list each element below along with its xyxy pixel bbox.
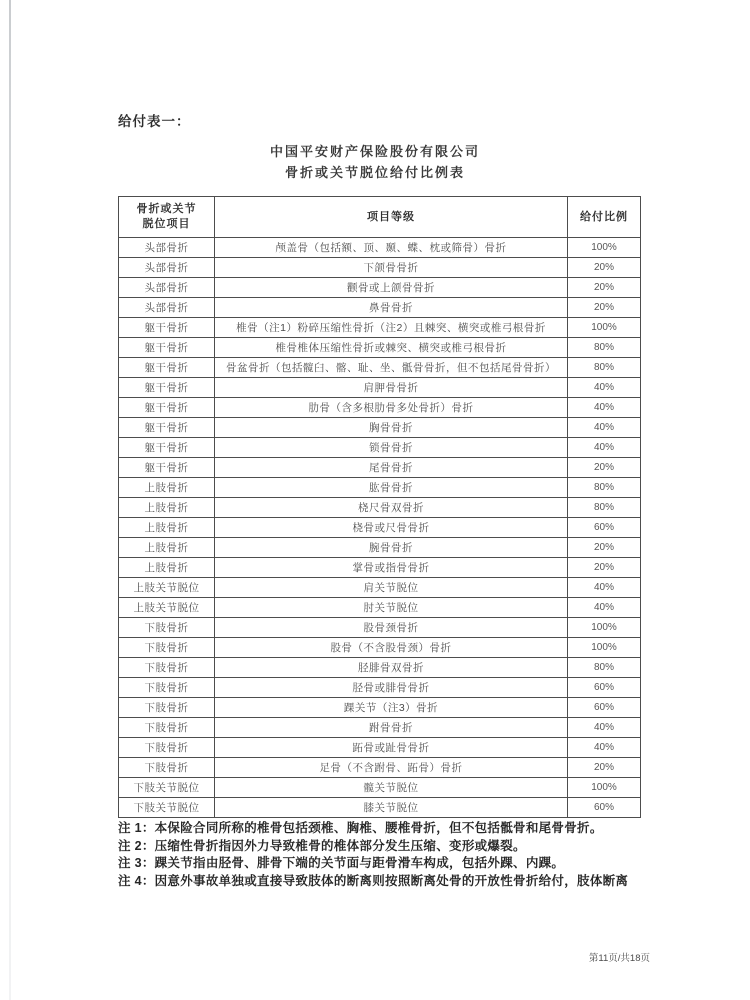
category-cell: 躯干骨折 <box>119 458 215 478</box>
category-cell: 下肢关节脱位 <box>119 798 215 818</box>
category-cell: 下肢骨折 <box>119 718 215 738</box>
table-row <box>119 298 641 318</box>
ratio-cell: 20% <box>568 258 641 278</box>
category-cell: 下肢关节脱位 <box>119 778 215 798</box>
ratio-cell: 40% <box>568 718 641 738</box>
category-cell: 上肢骨折 <box>119 518 215 538</box>
category-cell: 躯干骨折 <box>119 438 215 458</box>
table-row <box>119 698 641 718</box>
ratio-cell: 80% <box>568 498 641 518</box>
header-payout-ratio: 给付比例 <box>568 197 641 238</box>
category-cell: 下肢骨折 <box>119 618 215 638</box>
ratio-cell: 60% <box>568 798 641 818</box>
ratio-cell: 20% <box>568 278 641 298</box>
item-cell: 尾骨骨折 <box>215 458 568 478</box>
ratio-cell: 80% <box>568 358 641 378</box>
ratio-cell: 100% <box>568 318 641 338</box>
table-header-row <box>119 197 641 238</box>
ratio-cell: 100% <box>568 238 641 258</box>
table-row <box>119 278 641 298</box>
ratio-cell: 100% <box>568 638 641 658</box>
item-cell: 下颌骨骨折 <box>215 258 568 278</box>
category-cell: 上肢骨折 <box>119 538 215 558</box>
item-cell: 踝关节（注3）骨折 <box>215 698 568 718</box>
ratio-cell: 40% <box>568 738 641 758</box>
note-line: 注 3：踝关节指由胫骨、腓骨下端的关节面与距骨滑车构成，包括外踝、内踝。 <box>118 856 565 870</box>
item-cell: 鼻骨骨折 <box>215 298 568 318</box>
category-cell: 躯干骨折 <box>119 418 215 438</box>
item-cell: 膝关节脱位 <box>215 798 568 818</box>
table-row <box>119 778 641 798</box>
ratio-cell: 20% <box>568 298 641 318</box>
category-cell: 头部骨折 <box>119 278 215 298</box>
table-row <box>119 718 641 738</box>
ratio-cell: 40% <box>568 418 641 438</box>
table-row <box>119 678 641 698</box>
table-row <box>119 318 641 338</box>
table-row <box>119 418 641 438</box>
category-cell: 下肢骨折 <box>119 698 215 718</box>
category-cell: 躯干骨折 <box>119 378 215 398</box>
table-row <box>119 538 641 558</box>
item-cell: 肩关节脱位 <box>215 578 568 598</box>
category-cell: 下肢骨折 <box>119 738 215 758</box>
category-cell: 上肢骨折 <box>119 478 215 498</box>
ratio-cell: 60% <box>568 698 641 718</box>
category-cell: 躯干骨折 <box>119 318 215 338</box>
note-line: 注 4：因意外事故单独或直接导致肢体的断离则按照断离处骨的开放性骨折给付，肢体断离 <box>118 873 629 888</box>
item-cell: 桡尺骨双骨折 <box>215 498 568 518</box>
ratio-cell: 80% <box>568 338 641 358</box>
table-row <box>119 558 641 578</box>
note-line: 注 2：压缩性骨折指因外力导致椎骨的椎体部分发生压缩、变形或爆裂。 <box>118 838 526 853</box>
item-cell: 颅盖骨（包括额、顶、颞、蝶、枕或筛骨）骨折 <box>215 238 568 258</box>
page-number: 第11页/共18页 <box>588 953 650 964</box>
ratio-cell: 20% <box>568 758 641 778</box>
table-row <box>119 618 641 638</box>
item-cell: 骨盆骨折（包括髋臼、髂、耻、坐、骶骨骨折，但不包括尾骨骨折） <box>215 358 568 378</box>
item-cell: 股骨（不含股骨颈）骨折 <box>215 638 568 658</box>
category-cell: 上肢骨折 <box>119 498 215 518</box>
table-row <box>119 458 641 478</box>
table-row <box>119 518 641 538</box>
item-cell: 胸骨骨折 <box>215 418 568 438</box>
table-row <box>119 598 641 618</box>
item-cell: 肋骨（含多根肋骨多处骨折）骨折 <box>215 398 568 418</box>
table-row <box>119 798 641 818</box>
table-row <box>119 398 641 418</box>
table-row <box>119 638 641 658</box>
item-cell: 锁骨骨折 <box>215 438 568 458</box>
ratio-cell: 20% <box>568 538 641 558</box>
header-category-line1: 骨折或关节 <box>136 203 197 215</box>
item-cell: 胫骨或腓骨骨折 <box>215 678 568 698</box>
table-row <box>119 738 641 758</box>
category-cell: 下肢骨折 <box>119 638 215 658</box>
ratio-cell: 40% <box>568 378 641 398</box>
table-row <box>119 378 641 398</box>
item-cell: 掌骨或指骨骨折 <box>215 558 568 578</box>
ratio-cell: 20% <box>568 458 641 478</box>
ratio-cell: 60% <box>568 678 641 698</box>
table-row <box>119 478 641 498</box>
item-cell: 跗骨骨折 <box>215 718 568 738</box>
category-cell: 下肢骨折 <box>119 658 215 678</box>
item-cell: 肱骨骨折 <box>215 478 568 498</box>
category-cell: 躯干骨折 <box>119 398 215 418</box>
category-cell: 上肢关节脱位 <box>119 578 215 598</box>
table-row <box>119 358 641 378</box>
item-cell: 髋关节脱位 <box>215 778 568 798</box>
item-cell: 颧骨或上颌骨骨折 <box>215 278 568 298</box>
note-line: 注 1：本保险合同所称的椎骨包括颈椎、胸椎、腰椎骨折，但不包括骶骨和尾骨骨折。 <box>118 821 603 835</box>
payout-ratio-table <box>118 196 641 818</box>
item-cell: 胫腓骨双骨折 <box>215 658 568 678</box>
item-cell: 椎骨（注1）粉碎压缩性骨折（注2）且棘突、横突或椎弓根骨折 <box>215 318 568 338</box>
ratio-cell: 80% <box>568 658 641 678</box>
header-item-grade: 项目等级 <box>215 197 568 238</box>
table-row <box>119 578 641 598</box>
ratio-cell: 80% <box>568 478 641 498</box>
table-row <box>119 338 641 358</box>
category-cell: 上肢关节脱位 <box>119 598 215 618</box>
ratio-cell: 40% <box>568 598 641 618</box>
table-row <box>119 498 641 518</box>
ratio-cell: 60% <box>568 518 641 538</box>
category-cell: 头部骨折 <box>119 238 215 258</box>
ratio-cell: 100% <box>568 778 641 798</box>
item-cell: 肩胛骨骨折 <box>215 378 568 398</box>
header-category-line2: 脱位项目 <box>142 218 191 230</box>
item-cell: 股骨颈骨折 <box>215 618 568 638</box>
table-title: 骨折或关节脱位给付比例表 <box>284 165 465 180</box>
company-name: 中国平安财产保险股份有限公司 <box>269 144 480 159</box>
category-cell: 上肢骨折 <box>119 558 215 578</box>
item-cell: 足骨（不含跗骨、跖骨）骨折 <box>215 758 568 778</box>
item-cell: 椎骨椎体压缩性骨折或棘突、横突或椎弓根骨折 <box>215 338 568 358</box>
table-row <box>119 258 641 278</box>
ratio-cell: 40% <box>568 398 641 418</box>
table-row <box>119 658 641 678</box>
header-category <box>119 197 215 238</box>
ratio-cell: 40% <box>568 578 641 598</box>
table-row <box>119 438 641 458</box>
ratio-cell: 20% <box>568 558 641 578</box>
category-cell: 头部骨折 <box>119 298 215 318</box>
category-cell: 躯干骨折 <box>119 338 215 358</box>
notes-block <box>118 820 643 890</box>
category-cell: 躯干骨折 <box>119 358 215 378</box>
ratio-cell: 40% <box>568 438 641 458</box>
item-cell: 腕骨骨折 <box>215 538 568 558</box>
item-cell: 肘关节脱位 <box>215 598 568 618</box>
item-cell: 跖骨或趾骨骨折 <box>215 738 568 758</box>
category-cell: 下肢骨折 <box>119 678 215 698</box>
table-row <box>119 238 641 258</box>
category-cell: 下肢骨折 <box>119 758 215 778</box>
ratio-cell: 100% <box>568 618 641 638</box>
category-cell: 头部骨折 <box>119 258 215 278</box>
item-cell: 桡骨或尺骨骨折 <box>215 518 568 538</box>
table-label: 给付表一： <box>118 114 191 129</box>
table-row <box>119 758 641 778</box>
